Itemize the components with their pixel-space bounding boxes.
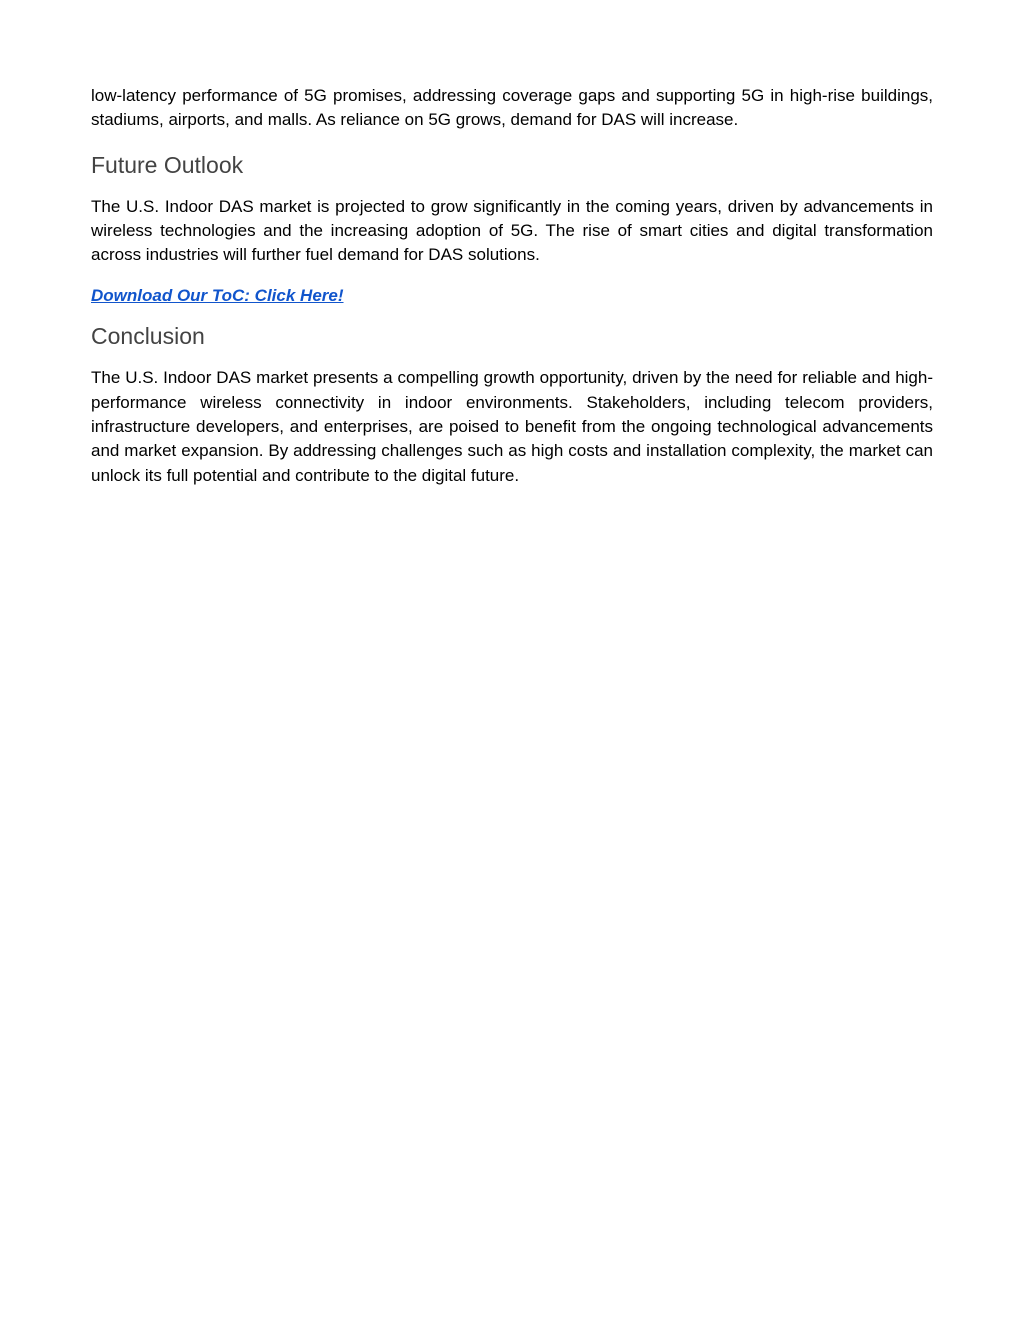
- conclusion-heading: Conclusion: [91, 323, 205, 350]
- intro-paragraph: low-latency performance of 5G promises, addressing coverage gaps and supporting 5G in high-rise buildings, stadiums, airports, and malls. As reliance on 5G grows, demand for DAS will increase.: [91, 86, 933, 130]
- download-toc-link[interactable]: Download Our ToC: Click Here!: [91, 286, 344, 306]
- future-outlook-paragraph: The U.S. Indoor DAS market is projected to grow significantly in the coming years, driven by advancements in wireless technologies and the increasing adoption of 5G. The rise of smart cities and digital transformation across industries will further fuel demand for DAS solutions.: [91, 196, 933, 265]
- toc-link-row: [91, 267, 933, 308]
- conclusion-paragraph: The U.S. Indoor DAS market presents a compelling growth opportunity, driven by the need for reliable and high-performance wireless connectivity in indoor environments. Stakeholders, including telecom providers, infrastructure developers, and enterprises, are poised to benefit from the ongoing technological advancements and market expansion. By addressing challenges such as high costs and installation complexity, the market can unlock its full potential and contribute to the digital future.: [91, 368, 933, 485]
- document-page: [91, 84, 933, 488]
- future-outlook-heading: Future Outlook: [91, 151, 244, 178]
